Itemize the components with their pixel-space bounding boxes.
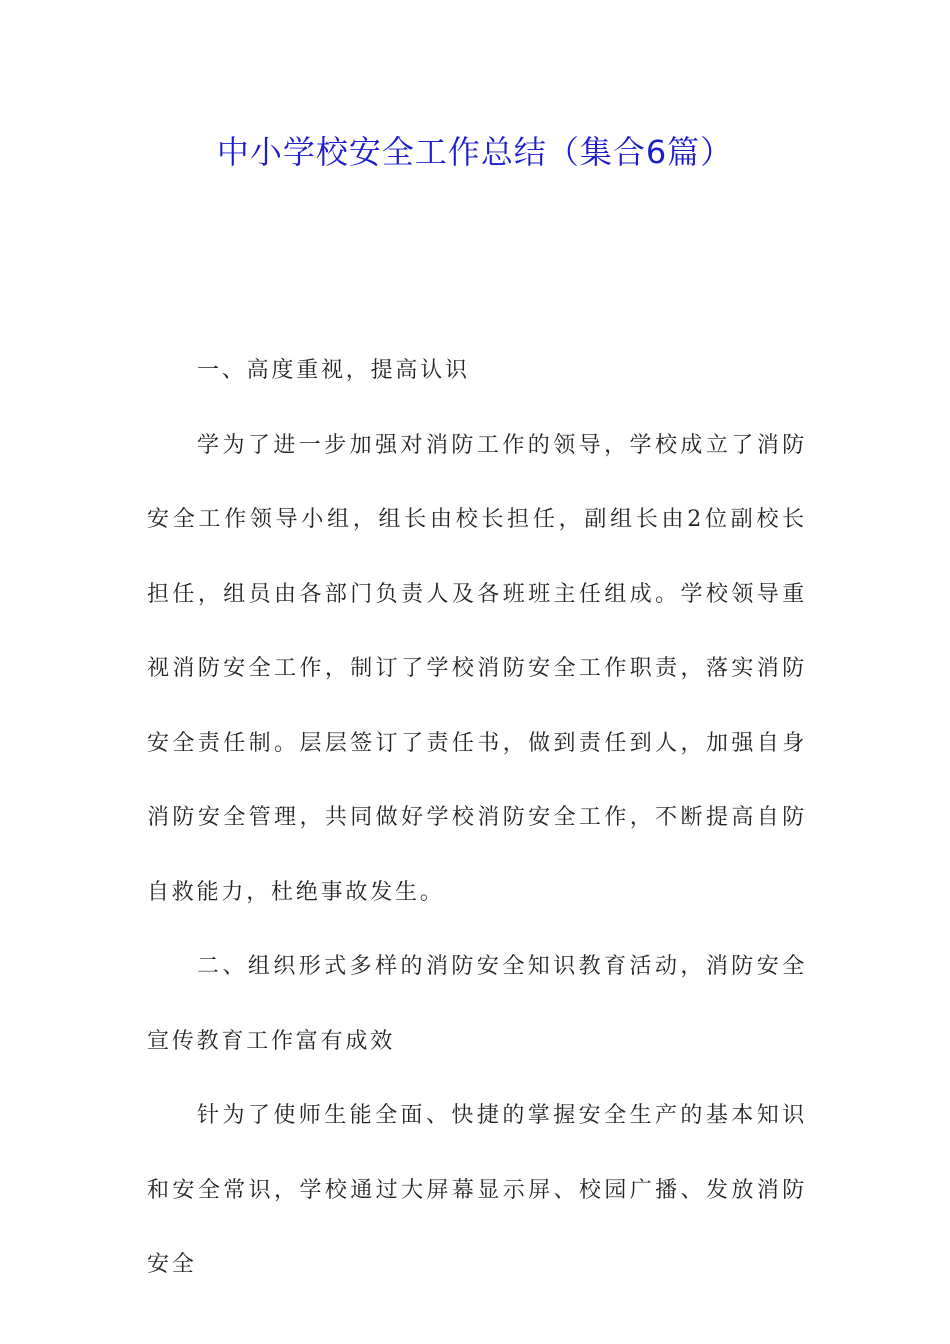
- section-heading-1: 一、高度重视，提高认识: [197, 358, 470, 383]
- document-body: [147, 334, 807, 1303]
- document-title: 中小学校安全工作总结（集合6篇）: [216, 133, 734, 171]
- section-heading-2: 二、组织形式多样的消防安全知识教育活动，消防安全宣传教育工作富有成效: [147, 954, 807, 1054]
- paragraph-1: 学为了进一步加强对消防工作的领导，学校成立了消防安全工作领导小组，组长由校长担任，副组长由2位副校长担任，组员由各部门负责人及各班班主任组成。学校领导重视消防安全工作，制订了学校消防安全工作职责，落实消防安全责任制。层层签订了责任书，做到责任到人，加强自身消防安全管理，共同做好学校消防安全工作，不断提高自防自救能力，杜绝事故发生。: [147, 432, 807, 905]
- paragraph-2: 针为了使师生能全面、快捷的掌握安全生产的基本知识和安全常识，学校通过大屏幕显示屏、校园广播、发放消防安全: [147, 1103, 807, 1277]
